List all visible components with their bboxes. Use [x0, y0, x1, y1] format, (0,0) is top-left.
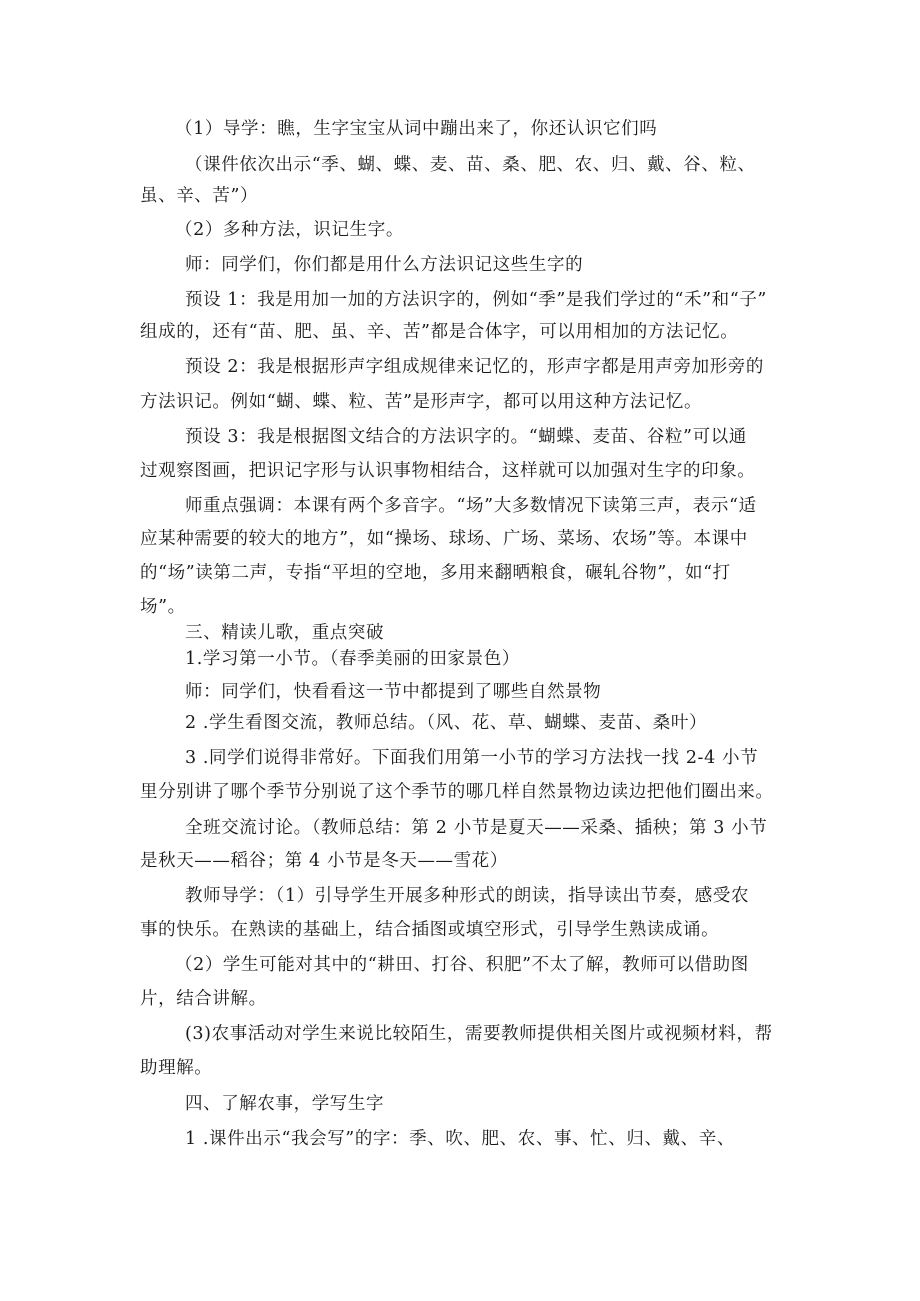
- text-line: 全班交流讨论。（教师总结：第 2 小节是夏天——采桑、插秧；第 3 小节: [185, 818, 768, 838]
- text-line: 教师导学：（1）引导学生开展多种形式的朗读，指导读出节奏，感受农: [185, 886, 750, 906]
- text-line: 应某种需要的较大的地方”，如“操场、球场、广场、菜场、农场”等。本课中: [140, 529, 748, 549]
- text-line: 助理解。: [140, 1058, 213, 1078]
- text-line: 2 .学生看图交流，教师总结。（风、花、草、蝴蝶、麦苗、桑叶）: [185, 713, 708, 733]
- text-line: 预设 1：我是用加一加的方法识字的，例如“季”是我们学过的“禾”和“子”: [185, 290, 767, 310]
- text-line: 组成的，还有“苗、肥、虽、辛、苦”都是合体字，可以用相加的方法记忆。: [140, 322, 739, 342]
- text-line: 师：同学们，你们都是用什么方法识记这些生字的: [185, 255, 584, 275]
- text-line: 预设 2：我是根据形声字组成规律来记忆的，形声字都是用声旁加形旁的: [185, 357, 764, 377]
- text-line: 虽、辛、苦”）: [140, 186, 259, 206]
- text-line: 里分别讲了哪个季节分别说了这个季节的哪几样自然景物边读边把他们圈出来。: [140, 782, 774, 802]
- text-line: （课件依次出示“季、蝴、蝶、麦、苗、桑、肥、农、归、戴、谷、粒、: [185, 155, 756, 175]
- section-heading: 三、精读儿歌，重点突破: [185, 623, 385, 643]
- text-line: 师：同学们，快看看这一节中都提到了哪些自然景物: [185, 682, 602, 702]
- text-line: 事的快乐。在熟读的基础上，结合插图或填空形式，引导学生熟读成诵。: [140, 920, 720, 940]
- text-line: 片，结合讲解。: [140, 989, 267, 1009]
- text-line: 的“场”读第二声，专指“平坦的空地，多用来翻晒粮食，碾轧谷物”，如“打: [140, 563, 731, 583]
- text-line: (3)农事活动对学生来说比较陌生，需要教师提供相关图片或视频材料，帮: [185, 1024, 773, 1044]
- section-heading: 四、了解农事，学写生字: [185, 1094, 385, 1114]
- text-line: （2）学生可能对其中的“耕田、打谷、积肥”不太了解，教师可以借助图: [175, 955, 749, 975]
- text-line: 预设 3：我是根据图文结合的方法识字的。“蝴蝶、麦苗、谷粒”可以通: [185, 427, 747, 447]
- text-line: 3 .同学们说得非常好。下面我们用第一小节的学习方法找一找 2-4 小节: [185, 748, 759, 768]
- text-line: 场”。: [140, 597, 186, 617]
- text-line: （2）多种方法，识记生字。: [175, 220, 404, 240]
- text-line: 方法识记。例如“蝴、蝶、粒、苦”是形声字，都可以用这种方法记忆。: [140, 392, 703, 412]
- text-line: 是秋天——稻谷；第 4 小节是冬天——雪花）: [140, 851, 508, 871]
- text-line: 1 .课件出示“我会写”的字：季、吹、肥、农、事、忙、归、戴、辛、: [185, 1129, 735, 1149]
- text-line: 师重点强调：本课有两个多音字。“场”大多数情况下读第三声，表示“适: [185, 496, 757, 516]
- text-line: （1）导学：瞧，生字宝宝从词中蹦出来了，你还认识它们吗: [175, 119, 658, 139]
- text-line: 过观察图画，把识记字形与认识事物相结合，这样就可以加强对生字的印象。: [140, 461, 756, 481]
- text-line: 1.学习第一小节。（春季美丽的田家景色）: [185, 649, 520, 669]
